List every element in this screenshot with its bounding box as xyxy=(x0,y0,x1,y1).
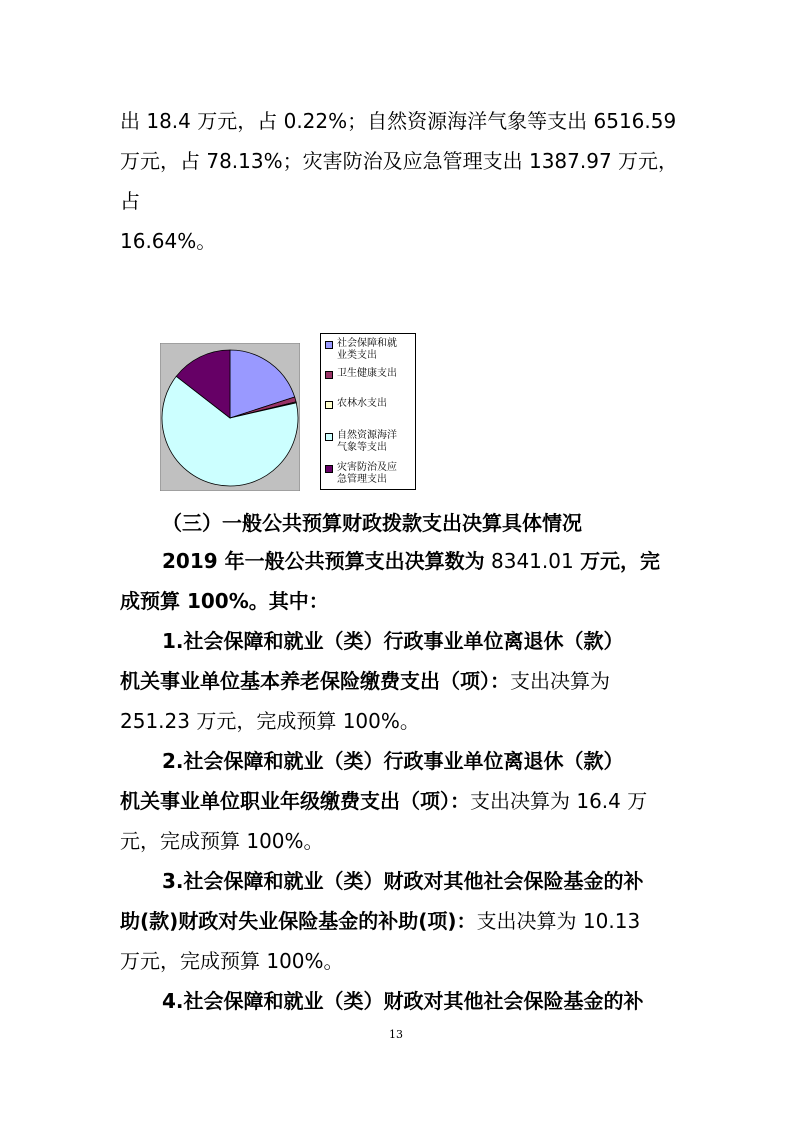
item-2-line-2 xyxy=(120,788,647,814)
pie-plot-area xyxy=(160,343,300,491)
legend-swatch-3 xyxy=(325,401,333,409)
legend-swatch-4 xyxy=(325,433,333,441)
legend-label-line1: 农林水支出 xyxy=(337,398,387,409)
legend-label-line2: 急管理支出 xyxy=(337,474,387,485)
item-4-line-1: 4.社会保障和就业（类）财政对其他社会保险基金的补 xyxy=(162,989,644,1013)
pie-slices xyxy=(162,350,298,486)
summary-total: 8341.01 xyxy=(484,549,581,573)
item-2-value: 支出决算为 16.4 万 xyxy=(470,789,648,813)
legend-label-line2: 业类支出 xyxy=(337,350,377,361)
item-3-line-1: 3.社会保障和就业（类）财政对其他社会保险基金的补 xyxy=(162,869,644,893)
item-1-value: 支出决算为 xyxy=(510,669,610,693)
legend-label-3 xyxy=(337,398,387,410)
item-1-line-3: 251.23 万元，完成预算 100%。 xyxy=(120,709,420,733)
item-2-line-1: 2.社会保障和就业（类）行政事业单位离退休（款） xyxy=(162,749,624,773)
legend-label-line1: 社会保障和就 xyxy=(337,338,397,349)
intro-line-2: 万元，占 78.13%；灾害防治及应急管理支出 1387.97 万元， xyxy=(120,149,679,173)
legend-label-line1: 灾害防治及应 xyxy=(337,462,397,473)
legend-label-5 xyxy=(337,462,397,486)
legend-label-1 xyxy=(337,338,397,362)
item-2-label: 机关事业单位职业年级缴费支出（项）： xyxy=(120,789,470,813)
item-3-line-2 xyxy=(120,908,640,934)
item-3-line-3: 万元，完成预算 100%。 xyxy=(120,949,344,973)
legend-label-2 xyxy=(337,368,397,380)
legend-swatch-5 xyxy=(325,465,333,473)
intro-line-3: 占 xyxy=(120,189,140,213)
item-3-value: 支出决算为 10.13 xyxy=(476,909,641,933)
summary-line-1 xyxy=(162,548,660,574)
legend-label-4 xyxy=(337,430,397,454)
summary-text-a: 2019 年一般公共预算支出决算数为 xyxy=(162,549,485,573)
legend-swatch-1 xyxy=(325,341,333,349)
legend-label-line2: 气象等支出 xyxy=(337,442,387,453)
item-1-line-1: 1.社会保障和就业（类）行政事业单位离退休（款） xyxy=(162,629,624,653)
summary-line-2: 成预算 100%。其中： xyxy=(120,589,329,613)
item-3-label: 助(款)财政对失业保险基金的补助(项)： xyxy=(120,909,477,933)
page-number: 13 xyxy=(389,1028,403,1041)
item-2-line-3: 元，完成预算 100%。 xyxy=(120,829,324,853)
summary-text-b: 万元，完 xyxy=(580,549,661,573)
pie-legend xyxy=(320,333,416,490)
intro-line-4: 16.64%。 xyxy=(120,229,217,253)
legend-swatch-2 xyxy=(325,371,333,379)
item-1-label: 机关事业单位基本养老保险缴费支出（项）： xyxy=(120,669,510,693)
legend-label-line1: 卫生健康支出 xyxy=(337,368,397,379)
item-1-line-2 xyxy=(120,668,610,694)
intro-line-1: 出 18.4 万元，占 0.22%；自然资源海洋气象等支出 6516.59 xyxy=(120,109,677,133)
section-heading: （三）一般公共预算财政拨款支出决算具体情况 xyxy=(162,511,582,535)
legend-label-line1: 自然资源海洋 xyxy=(337,430,397,441)
